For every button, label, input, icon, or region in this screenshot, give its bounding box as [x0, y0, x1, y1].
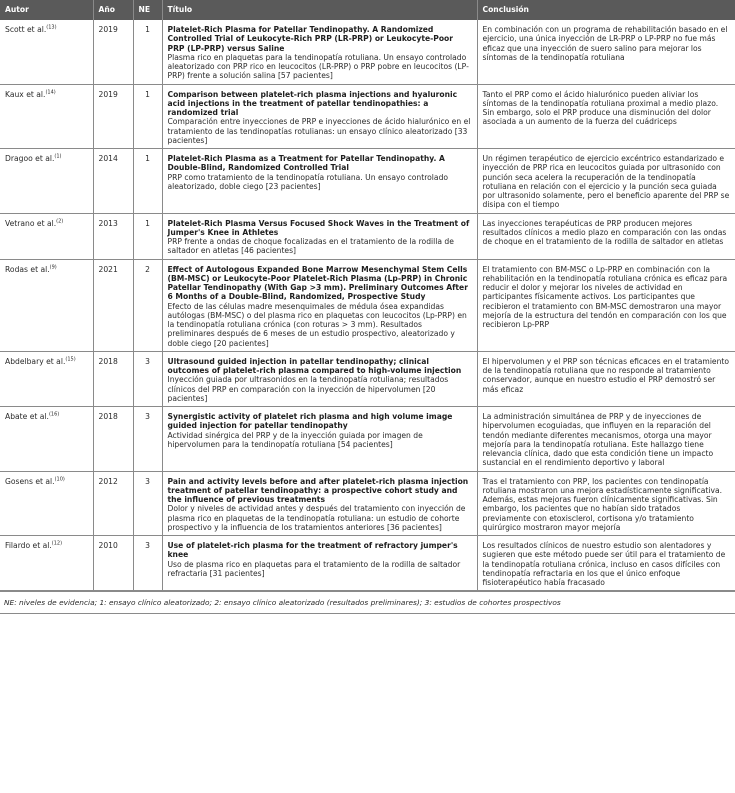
title-cell — [162, 213, 477, 259]
title-spanish: Plasma rico en plaquetas para la tendinopatía rotuliana. Un ensayo controlado aleatorizado con PRP rico en leucocitos (LR-PRP) o PRP pobre en leucocitos (LP-PRP) frente a solución salina [57 pacientes] — [167, 52, 469, 81]
evidence-level-cell: 3 — [133, 471, 162, 536]
author-reference: (12) — [51, 540, 63, 547]
author-reference: (2) — [56, 217, 64, 224]
conclusion-cell: Un régimen terapéutico de ejercicio excéntrico estandarizado e inyección de PRP rica en leucocitos guiada por ultrasonido con punción seca acelera la recuperación de la tendinopatía rotuliana en relación con el ejercicio y la punción seca guiada por ultrasonido solamente, pero el beneficio aparente del PRP se disipa con el tiempo — [477, 149, 735, 214]
table-header-row — [0, 0, 735, 20]
title-spanish: Uso de plasma rico en plaquetas para el tratamiento de la rodilla de saltador refractaria [31 pacientes] — [167, 559, 461, 578]
table-row — [0, 407, 735, 472]
author-reference: (9) — [49, 263, 57, 270]
evidence-level-cell: 1 — [133, 149, 162, 214]
conclusion-cell: Tras el tratamiento con PRP, los pacientes con tendinopatía rotuliana mostraron una mejora estadísticamente significativa. Además, estas mejoras fueron clínicamente significativas. Sin embargo, los pacientes que no habían sido tratados previamente con etoxisclerol, cortisona y/o tratamiento quirúrgico mostraron mayor mejoría — [477, 471, 735, 536]
conclusion-cell: La administración simultánea de PRP y de inyecciones de hipervolumen ecoguiadas, que influyen en la reparación del tendón mediante diferentes mecanismos, otorga una mayor mejoría para la tendinopatía rotuliana. Este hallazgo tiene relevancia clínica, dado que esta condición tiene un impacto sustancial en el rendimiento deportivo y laboral — [477, 407, 735, 472]
conclusion-cell: En combinación con un programa de rehabilitación basado en el ejercicio, una única inyección de LR-PRP o LP-PRP no fue más eficaz que una inyección de suero salino para mejorar los síntomas de la tendinopatía rotuliana — [477, 20, 735, 84]
table-row — [0, 20, 735, 84]
year-cell: 2019 — [93, 20, 133, 84]
title-cell — [162, 259, 477, 351]
author-name: Scott et al. — [5, 25, 47, 34]
table-row — [0, 536, 735, 591]
title-spanish: Dolor y niveles de actividad antes y después del tratamiento con inyección de plasma rico en plaquetas de la tendinopatía rotuliana: un estudio de cohorte prospectivo y la influencia de los tratamientos anteriores [36 pacientes] — [167, 504, 466, 532]
title-cell — [162, 536, 477, 591]
year-cell: 2018 — [93, 351, 133, 406]
author-cell — [0, 20, 93, 84]
author-cell — [0, 84, 93, 149]
evidence-level-cell: 1 — [133, 20, 162, 84]
evidence-level-cell: 3 — [133, 536, 162, 591]
title-cell — [162, 84, 477, 149]
title-spanish: Inyección guiada por ultrasonidos en la tendinopatía rotuliana; resultados clínicos del PRP en comparación con la inyección de hipervolumen [20 pacientes] — [167, 375, 449, 403]
title-spanish: Efecto de las células madre mesenquimales de médula ósea expandidas autólogas (BM-MSC) o del plasma rico en plaquetas con leucocitos (Lp-PRP) en la tendinopatía rotuliana crónica (con roturas > 3 mm). Resultados preliminares después de 6 meses de un estudio prospectivo, aleatorizado y doble ciego [20 pacientes] — [167, 301, 467, 348]
author-reference: (13) — [46, 24, 57, 31]
author-reference: (14) — [45, 88, 56, 95]
evidence-level-cell: 3 — [133, 351, 162, 406]
table-row — [0, 213, 735, 259]
author-name: Rodas et al. — [5, 264, 50, 274]
title-cell — [162, 471, 477, 536]
table-row — [0, 149, 735, 214]
author-cell — [0, 213, 93, 259]
table-footnote: NE: niveles de evidencia; 1: ensayo clínico aleatorizado; 2: ensayo clínico aleatorizado (resultados preliminares); 3: estudios de cohortes prospectivos — [0, 591, 735, 614]
author-reference: (16) — [48, 411, 60, 418]
year-cell: 2019 — [93, 84, 133, 149]
author-cell — [0, 536, 93, 591]
author-cell — [0, 407, 93, 472]
table-row — [0, 84, 735, 149]
title-spanish: Actividad sinérgica del PRP y de la inyección guiada por imagen de hipervolumen para la tendinopatía rotuliana [54 pacientes] — [167, 430, 423, 449]
author-name: Vetrano et al. — [5, 218, 57, 228]
title-spanish: PRP frente a ondas de choque focalizadas en el tratamiento de la rodilla de saltador en atletas [46 pacientes] — [167, 237, 454, 256]
author-name: Filardo et al. — [5, 541, 52, 550]
evidence-level-cell: 1 — [133, 84, 162, 149]
title-english: Use of platelet-rich plasma for the treatment of refractory jumper's knee — [167, 541, 458, 560]
author-name: Gosens et al. — [5, 476, 55, 486]
header-title: Título — [162, 0, 477, 20]
title-cell — [162, 149, 477, 214]
table-row — [0, 471, 735, 536]
author-name: Dragoo et al. — [5, 154, 55, 163]
title-english: Synergistic activity of platelet rich plasma and high volume image guided injection for patellar tendinopathy — [167, 412, 453, 431]
title-english: Effect of Autologous Expanded Bone Marrow Mesenchymal Stem Cells (BM-MSC) or Leukocyte-Poor Platelet-Rich Plasma (Lp-PRP) in Chronic Patellar Tendinopathy (With Gap >3 mm). Preliminary Outcomes After 6 Months of a Double-Blind, Randomized, Prospective Study — [167, 264, 468, 302]
year-cell: 2013 — [93, 213, 133, 259]
title-english: Platelet-Rich Plasma as a Treatment for Patellar Tendinopathy. A Double-Blind, Randomized Controlled Trial — [167, 154, 445, 173]
author-cell — [0, 351, 93, 406]
year-cell: 2014 — [93, 149, 133, 214]
evidence-level-cell: 1 — [133, 213, 162, 259]
table-row — [0, 259, 735, 351]
conclusion-cell: El tratamiento con BM-MSC o Lp-PRP en combinación con la rehabilitación en la tendinopatía rotuliana crónica es eficaz para reducir el dolor y mejorar los niveles de actividad en participantes físicamente activos. Los participantes que recibieron el tratamiento con BM-MSC demostraron una mayor mejoría de la estructura del tendón en comparación con los que recibieron Lp-PRP — [477, 259, 735, 351]
header-year: Año — [93, 0, 133, 20]
author-name: Abdelbary et al. — [5, 356, 66, 366]
title-english: Platelet-Rich Plasma for Patellar Tendinopathy. A Randomized Controlled Trial of Leukocyte-Rich PRP (LR-PRP) or Leukocyte-Poor PRP (LP-PRP) versus Saline — [167, 25, 454, 53]
conclusion-cell: Tanto el PRP como el ácido hialurónico pueden aliviar los síntomas de la tendinopatía rotuliana proximal a medio plazo. Sin embargo, solo el PRP produce una disminución del dolor asociada a un aumento de la fuerza del cuádriceps — [477, 84, 735, 149]
title-cell — [162, 20, 477, 84]
title-cell — [162, 351, 477, 406]
year-cell: 2010 — [93, 536, 133, 591]
conclusion-cell: El hipervolumen y el PRP son técnicas eficaces en el tratamiento de la tendinopatía rotuliana que no responde al tratamiento conservador, aunque en nuestro estudio el PRP demostró ser más eficaz — [477, 351, 735, 406]
title-spanish: Comparación entre inyecciones de PRP e inyecciones de ácido hialurónico en el tratamiento de las tendinopatías rotulianas: un ensayo clínico aleatorizado [33 pacientes] — [167, 117, 471, 145]
header-ne: NE — [133, 0, 162, 20]
header-author: Autor — [0, 0, 93, 20]
title-english: Comparison between platelet-rich plasma injections and hyaluronic acid injections in the treatment of patellar tendinopathies: a randomized trial — [167, 89, 458, 117]
header-conclusion: Conclusión — [477, 0, 735, 20]
evidence-level-cell: 2 — [133, 259, 162, 351]
table-body — [0, 20, 735, 591]
author-reference: (1) — [54, 153, 62, 160]
year-cell: 2018 — [93, 407, 133, 472]
author-reference: (15) — [65, 356, 76, 363]
author-reference: (10) — [54, 475, 65, 482]
title-english: Pain and activity levels before and after platelet-rich plasma injection treatment of patellar tendinopathy: a prospective cohort study and the influence of previous treatments — [167, 476, 469, 504]
evidence-level-cell: 3 — [133, 407, 162, 472]
author-name: Kaux et al. — [5, 89, 46, 99]
author-cell — [0, 259, 93, 351]
year-cell: 2021 — [93, 259, 133, 351]
author-cell — [0, 471, 93, 536]
conclusion-cell: Las inyecciones terapéuticas de PRP producen mejores resultados clínicos a medio plazo en comparación con las ondas de choque en el tratamiento de la rodilla de saltador en atletas — [477, 213, 735, 259]
title-cell — [162, 407, 477, 472]
title-spanish: PRP como tratamiento de la tendinopatía rotuliana. Un ensayo controlado aleatorizado, doble ciego [23 pacientes] — [167, 172, 449, 191]
author-name: Abate et al. — [5, 412, 49, 421]
title-english: Platelet-Rich Plasma Versus Focused Shock Waves in the Treatment of Jumper's Knee in Athletes — [167, 218, 470, 237]
table-row — [0, 351, 735, 406]
conclusion-cell: Los resultados clínicos de nuestro estudio son alentadores y sugieren que este método puede ser útil para el tratamiento de la tendinopatía rotuliana crónica, incluso en casos difíciles con tendinopatía refractaria en los que el único enfoque fisioterapéutico había fracasado — [477, 536, 735, 591]
title-english: Ultrasound guided injection in patellar tendinopathy; clinical outcomes of platelet-rich plasma compared to high-volume injection — [167, 356, 462, 375]
year-cell: 2012 — [93, 471, 133, 536]
author-cell — [0, 149, 93, 214]
